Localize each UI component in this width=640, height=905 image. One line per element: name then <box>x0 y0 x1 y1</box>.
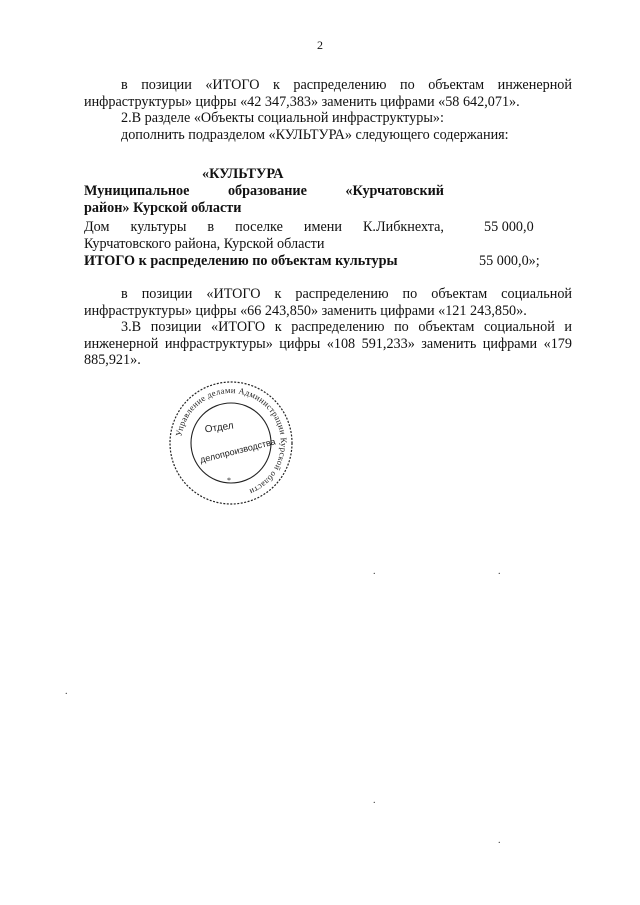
bottom-paragraphs <box>84 286 572 369</box>
scan-speck: . <box>498 835 501 846</box>
house-word: Дом <box>84 219 110 235</box>
culture-total-amount: 55 000,0»; <box>479 253 540 269</box>
stamp-inner-line-2: делопроизводства <box>198 436 277 465</box>
house-of-culture-amount: 55 000,0 <box>484 219 534 235</box>
house-word: имени <box>303 219 342 235</box>
municipality-line <box>84 183 444 200</box>
municipality-word: Муниципальное <box>84 183 190 199</box>
paragraph-combined-total: 3.В позиции «ИТОГО к распределению по объектам социальной и инженерной инфраструктуры» цифры «108 591,233» заменить цифрами «179 885,921». <box>84 319 572 368</box>
culture-heading: «КУЛЬТУРА <box>202 166 284 182</box>
paragraph-social-section: 2.В разделе «Объекты социальной инфраструктуры»: <box>121 110 444 126</box>
paragraph-social-total: в позиции «ИТОГО к распределению по объектам социальной инфраструктуры» цифры «66 243,850» заменить цифрами «121 243,850». <box>84 286 572 319</box>
municipality-word: «Курчатовский <box>345 183 444 199</box>
scan-speck: . <box>373 795 376 806</box>
paragraph-engineering-total: в позиции «ИТОГО к распределению по объектам инженерной инфраструктуры» цифры «42 347,383» заменить цифрами «58 642,071». <box>84 77 572 110</box>
house-word: К.Либкнехта, <box>362 219 444 235</box>
stamp-inner-line-1: Отдел <box>204 420 235 436</box>
scan-speck: . <box>373 566 376 577</box>
house-of-culture-line <box>84 219 444 236</box>
house-of-culture-line-2: Курчатовского района, Курской области <box>84 236 325 252</box>
house-word: поселке <box>235 219 283 235</box>
municipality-word: образование <box>227 183 307 199</box>
stamp-star-icon: * <box>227 476 231 485</box>
stamp-outer-text: Управление делами Администрации Курской области <box>173 384 290 498</box>
paragraph-add-culture: дополнить подразделом «КУЛЬТУРА» следующего содержания: <box>121 126 509 143</box>
culture-total-label: ИТОГО к распределению по объектам культуры <box>84 253 398 269</box>
office-stamp <box>167 379 295 507</box>
municipality-line-2: район» Курской области <box>84 200 242 216</box>
page-number: 2 <box>317 38 323 52</box>
house-word: в <box>207 219 215 235</box>
house-word: культуры <box>130 219 187 235</box>
scan-speck: . <box>65 686 68 697</box>
top-paragraphs <box>84 77 572 143</box>
scan-speck: . <box>498 566 501 577</box>
